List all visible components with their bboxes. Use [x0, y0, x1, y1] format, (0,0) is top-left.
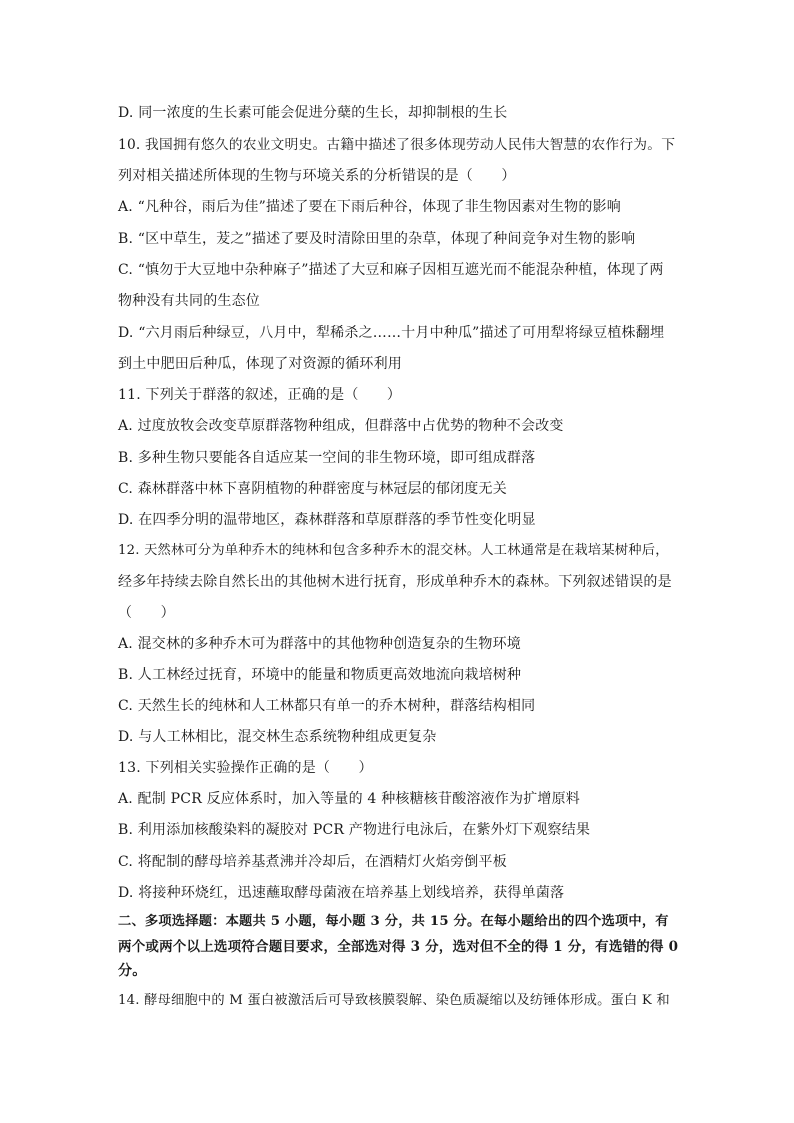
option-12d: D. 与人工林相比，混交林生态系统物种组成更复杂 [118, 729, 437, 745]
option-12b: B. 人工林经过抚育，环境中的能量和物质更高效地流向栽培树种 [118, 667, 522, 683]
option-11c: C. 森林群落中林下喜阴植物的种群密度与林冠层的郁闭度无关 [118, 481, 507, 497]
section-2-heading-end: 分。 [118, 963, 147, 979]
question-11-stem: 11. 下列关于群落的叙述，正确的是（ ） [118, 387, 402, 403]
option-10a: A. “凡种谷，雨后为佳”描述了要在下雨后种谷，体现了非生物因素对生物的影响 [118, 199, 621, 215]
section-2-heading-cont: 两个或两个以上选项符合题目要求，全部选对得 3 分，选对但不全的得 1 分，有选错的得 0 [118, 939, 679, 955]
option-10c-cont: 物种没有共同的生态位 [118, 293, 260, 309]
option-13c: C. 将配制的酵母培养基煮沸并冷却后，在酒精灯火焰旁倒平板 [118, 854, 507, 870]
option-12a: A. 混交林的多种乔木可为群落中的其他物种创造复杂的生物环境 [118, 636, 522, 652]
question-13-stem: 13. 下列相关实验操作正确的是（ ） [118, 760, 373, 776]
option-13d: D. 将接种环烧红，迅速蘸取酵母菌液在培养基上划线培养，获得单菌落 [118, 885, 565, 901]
option-10b: B. “区中草生，茇之”描述了要及时清除田里的杂草，体现了种间竞争对生物的影响 [118, 231, 636, 247]
option-11b: B. 多种生物只要能各自适应某一空间的非生物环境，即可组成群落 [118, 450, 536, 466]
question-12-stem-cont: 经多年持续去除自然长出的其他树木进行抚育，形成单种乔木的森林。下列叙述错误的是 [118, 574, 672, 590]
section-2-heading: 二、多项选择题：本题共 5 小题，每小题 3 分，共 15 分。在每小题给出的四个选项中，有 [118, 914, 669, 929]
question-10-stem: 10. 我国拥有悠久的农业文明史。古籍中描述了很多体现劳动人民伟大智慧的农作行为。下 [118, 137, 676, 153]
question-14-stem: 14. 酵母细胞中的 M 蛋白被激活后可导致核膜裂解、染色质凝缩以及纺锤体形成。蛋白 K 和 [118, 993, 670, 1008]
option-12c: C. 天然生长的纯林和人工林都只有单一的乔木树种，群落结构相同 [118, 698, 536, 714]
option-13b: B. 利用添加核酸染料的凝胶对 PCR 产物进行电泳后，在紫外灯下观察结果 [118, 822, 591, 838]
option-9d: D. 同一浓度的生长素可能会促进分蘖的生长，却抑制根的生长 [118, 105, 508, 121]
option-11a: A. 过度放牧会改变草原群落物种组成，但群落中占优势的物种不会改变 [118, 418, 564, 434]
question-12-stem: 12. 天然林可分为单种乔木的纯林和包含多种乔木的混交林。人工林通常是在栽培某树种后， [118, 543, 669, 558]
question-10-stem-cont: 列对相关描述所体现的生物与环境关系的分析错误的是（ ） [118, 168, 516, 184]
option-10c: C. “慎勿于大豆地中杂种麻子”描述了大豆和麻子因相互遮光而不能混杂种植，体现了两 [118, 262, 664, 278]
option-10d: D. “六月雨后种绿豆，八月中，犁稀杀之……十月中种瓜”描述了可用犁将绿豆植株翻埋 [118, 325, 665, 341]
option-11d: D. 在四季分明的温带地区，森林群落和草原群落的季节性变化明显 [118, 512, 536, 528]
option-13a: A. 配制 PCR 反应体系时，加入等量的 4 种核糖核苷酸溶液作为扩增原料 [118, 791, 580, 807]
question-12-stem-paren: （ ） [118, 605, 175, 621]
option-10d-cont: 到土中肥田后种瓜，体现了对资源的循环利用 [118, 356, 402, 372]
